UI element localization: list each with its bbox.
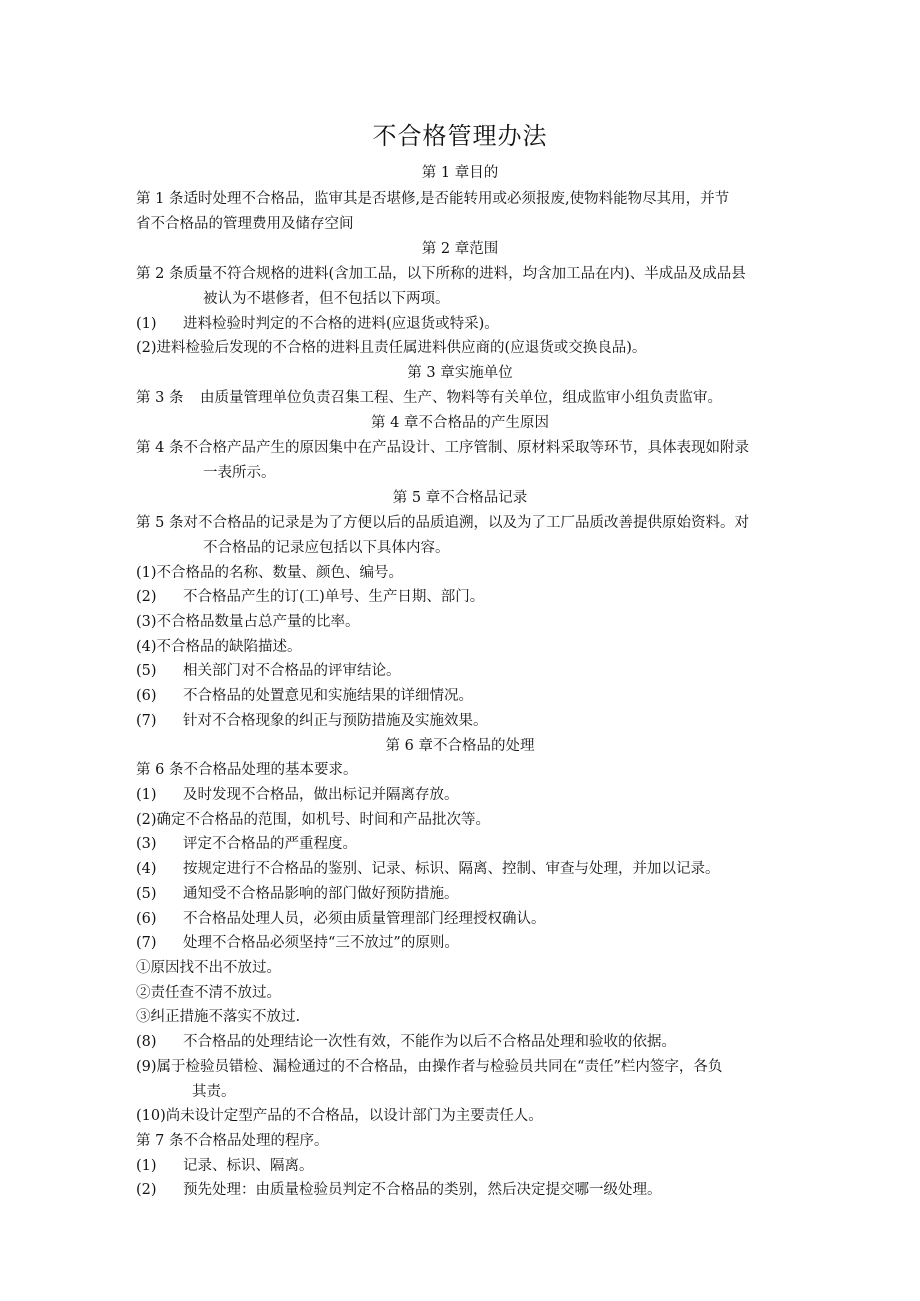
item-number: (3) — [136, 836, 157, 852]
item-number: (7) — [136, 935, 157, 951]
article-5-item-3: (3)不合格品数量占总产量的比率。 — [136, 614, 360, 630]
article-5-line-2: 不合格品的记录应包括以下具体内容。 — [203, 540, 450, 556]
article-6-line-1: 第 6 条不合格品处理的基本要求。 — [136, 762, 358, 778]
item-number: (1) — [136, 787, 157, 803]
item-text: 不合格品产生的订(工)单号、生产日期、部门。 — [183, 589, 485, 605]
chapter-4-heading: 第 4 章不合格品的产生原因 — [371, 415, 549, 431]
item-text: 不合格品的处理结论一次性有效，不能作为以后不合格品处理和验收的依据。 — [183, 1034, 676, 1050]
article-7-line-1: 第 7 条不合格品处理的程序。 — [136, 1133, 329, 1149]
article-7-item-1 — [136, 1156, 786, 1176]
article-6-item-9-line-2: 其责。 — [192, 1084, 236, 1100]
item-number: (2) — [136, 1182, 157, 1198]
article-2-line-2: 被认为不堪修者，但不包括以下两项。 — [203, 291, 450, 307]
article-6-item-8 — [136, 1032, 786, 1052]
article-6-item-2: (2)确定不合格品的范围，如机号、时间和产品批次等。 — [136, 812, 491, 828]
article-7-item-2 — [136, 1180, 786, 1200]
article-6-item-10: (10)尚未设计定型产品的不合格品，以设计部门为主要责任人。 — [136, 1108, 543, 1124]
article-4-line-2: 一表所示。 — [203, 465, 276, 481]
article-6-circle-1: ①原因找不出不放过。 — [136, 960, 281, 976]
article-5-item-5 — [136, 661, 786, 681]
article-6-item-5 — [136, 884, 786, 904]
article-2-line-1: 第 2 条质量不符合规格的进料(含加工品，以下所称的进料，均含加工品在内)、半成品及成品县 — [136, 266, 746, 282]
article-2-item-2: (2)进料检验后发现的不合格的进料且责任属进料供应商的(应退货或交换良品)。 — [136, 340, 647, 356]
article-number: 第 3 条 — [136, 390, 184, 406]
item-number: (4) — [136, 861, 157, 877]
article-text: 由质量管理单位负责召集工程、生产、物料等有关单位，组成监审小组负责监审。 — [200, 390, 722, 406]
chapter-1-heading: 第 1 章目的 — [421, 165, 499, 181]
item-text: 记录、标识、隔离。 — [183, 1158, 314, 1174]
item-text: 不合格品处理人员，必须由质量管理部门经理授权确认。 — [183, 911, 546, 927]
item-text: 相关部门对不合格品的评审结论。 — [183, 663, 401, 679]
item-text: 针对不合格现象的纠正与预防措施及实施效果。 — [183, 713, 488, 729]
article-5-item-2 — [136, 587, 786, 607]
article-6-item-6 — [136, 909, 786, 929]
item-number: (1) — [136, 1158, 157, 1174]
item-number: (5) — [136, 886, 157, 902]
article-2-item-1 — [136, 314, 786, 334]
article-6-item-1 — [136, 785, 786, 805]
item-text: 预先处理：由质量检验员判定不合格品的类别，然后决定提交哪一级处理。 — [183, 1182, 662, 1198]
article-1-line-2: 省不合格品的管理费用及储存空间 — [136, 216, 354, 232]
item-text: 通知受不合格品影响的部门做好预防措施。 — [183, 886, 459, 902]
item-text: 不合格品的处置意见和实施结果的详细情况。 — [183, 688, 473, 704]
article-4-line-1: 第 4 条不合格产品产生的原因集中在产品设计、工序管制、原材料采取等环节，具体表现如附录 — [136, 440, 749, 456]
article-6-item-3 — [136, 834, 786, 854]
article-5-line-1: 第 5 条对不合格品的记录是为了方便以后的品质追溯，以及为了工厂品质改善提供原始资料。对 — [136, 515, 749, 531]
item-text: 评定不合格品的严重程度。 — [183, 836, 357, 852]
article-5-item-6 — [136, 686, 786, 706]
item-number: (7) — [136, 713, 157, 729]
chapter-3-heading: 第 3 章实施单位 — [407, 365, 513, 381]
article-3 — [136, 388, 786, 408]
chapter-5-heading: 第 5 章不合格品记录 — [392, 490, 528, 506]
article-5-item-1: (1)不合格品的名称、数量、颜色、编号。 — [136, 565, 404, 581]
article-6-item-4 — [136, 859, 786, 879]
article-1-line-1: 第 1 条适时处理不合格品，监审其是否堪修,是否能转用或必须报废,使物料能物尽其用，并节 — [136, 191, 730, 207]
item-number: (6) — [136, 688, 157, 704]
article-5-item-4: (4)不合格品的缺陷描述。 — [136, 639, 302, 655]
document-title: 不合格管理办法 — [372, 122, 548, 150]
article-6-item-7 — [136, 933, 786, 953]
item-number: (5) — [136, 663, 157, 679]
item-number: (2) — [136, 589, 157, 605]
item-text: 进料检验时判定的不合格的进料(应退货或特采)。 — [183, 316, 499, 332]
item-number: (6) — [136, 911, 157, 927]
item-text: 处理不合格品必须坚持“三不放过”的原则。 — [183, 935, 459, 951]
item-text: 及时发现不合格品，做出标记并隔离存放。 — [183, 787, 459, 803]
item-number: (1) — [136, 316, 157, 332]
article-6-circle-2: ②责任查不清不放过。 — [136, 985, 281, 1001]
article-6-circle-3: ③纠正措施不落实不放过. — [136, 1009, 301, 1025]
chapter-2-heading: 第 2 章范围 — [421, 241, 499, 257]
item-text: 按规定进行不合格品的鉴别、记录、标识、隔离、控制、审查与处理，并加以记录。 — [183, 861, 720, 877]
chapter-6-heading: 第 6 章不合格品的处理 — [385, 738, 535, 754]
article-5-item-7 — [136, 711, 786, 731]
article-6-item-9-line-1: (9)属于检验员错检、漏检通过的不合格品，由操作者与检验员共同在“责任”栏内签字，各负 — [136, 1059, 723, 1075]
item-number: (8) — [136, 1034, 157, 1050]
